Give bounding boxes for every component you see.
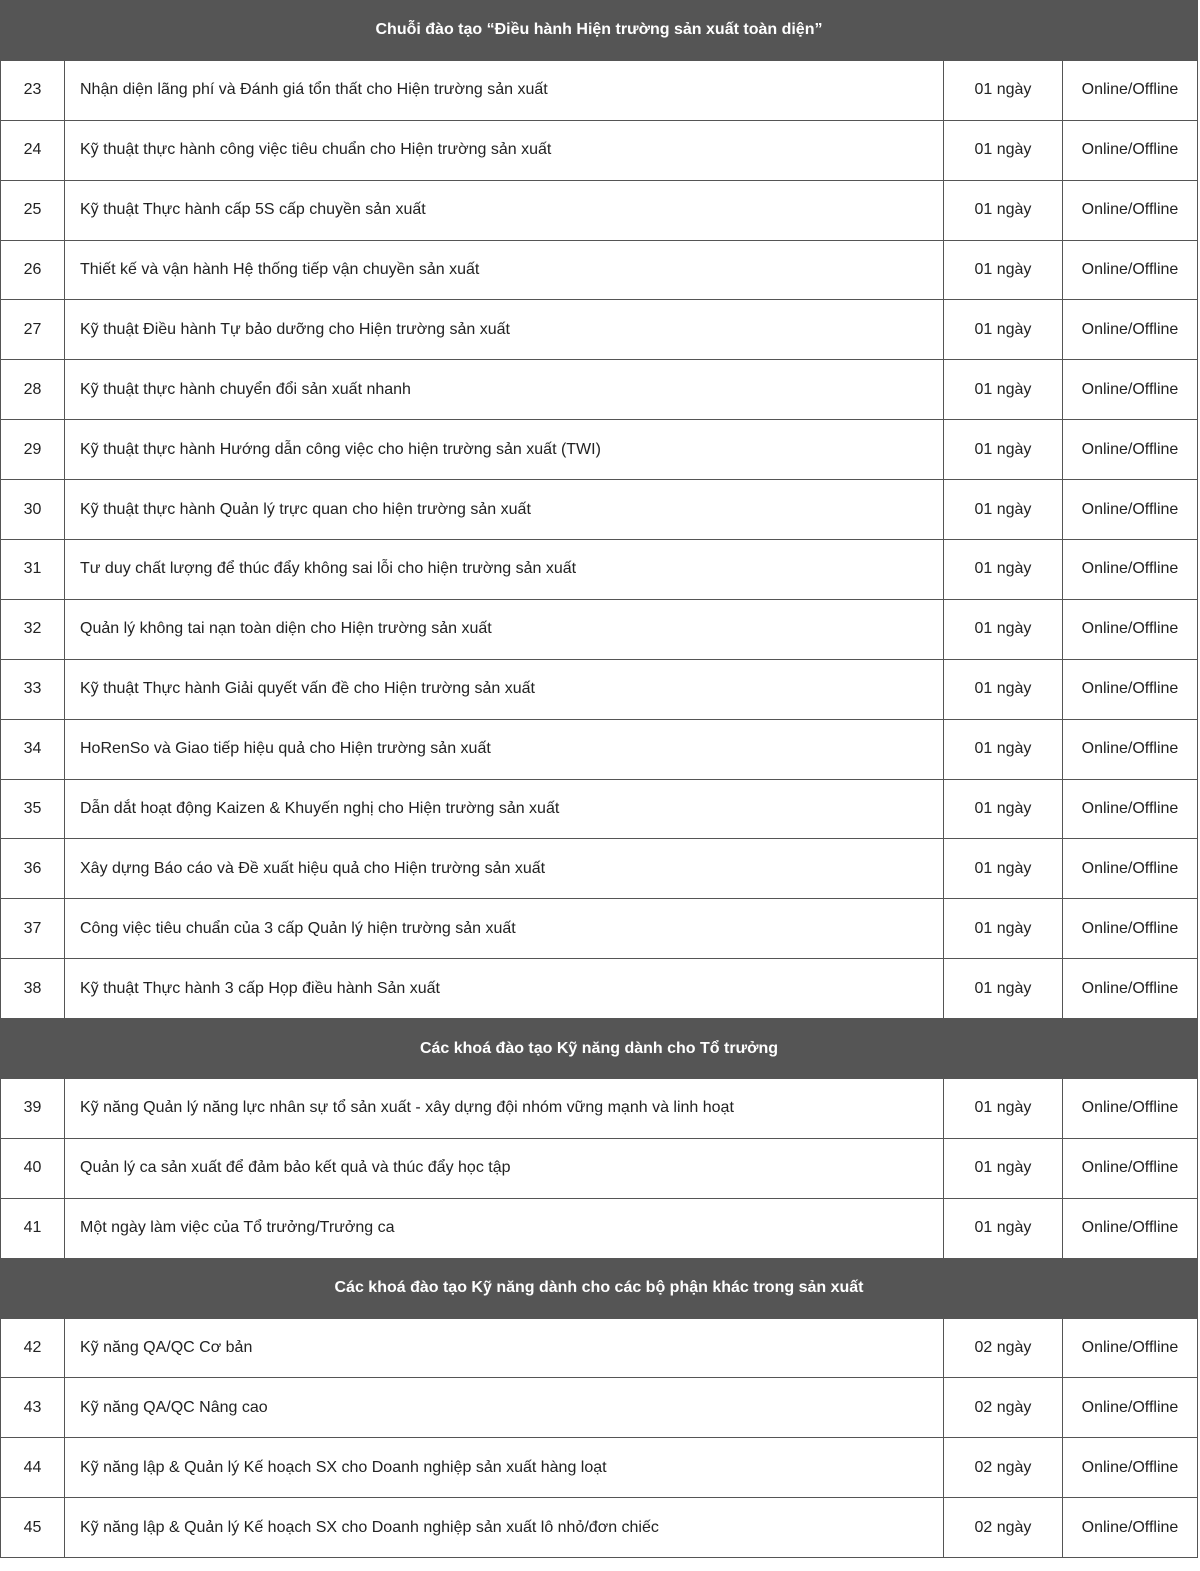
course-duration: 01 ngày (943, 779, 1062, 839)
table-row (1, 1438, 1198, 1498)
course-mode: Online/Offline (1062, 60, 1197, 120)
table-row (1, 1079, 1198, 1139)
course-duration: 01 ngày (943, 959, 1062, 1019)
course-number: 37 (1, 899, 65, 959)
course-duration: 01 ngày (943, 480, 1062, 540)
table-row (1, 1378, 1198, 1438)
course-duration: 01 ngày (943, 300, 1062, 360)
table-row (1, 1318, 1198, 1378)
course-mode: Online/Offline (1062, 599, 1197, 659)
course-mode: Online/Offline (1062, 420, 1197, 480)
course-mode: Online/Offline (1062, 839, 1197, 899)
course-number: 40 (1, 1138, 65, 1198)
table-row (1, 180, 1198, 240)
course-duration: 01 ngày (943, 540, 1062, 600)
course-name: Một ngày làm việc của Tổ trưởng/Trưởng ca (65, 1198, 944, 1258)
course-duration: 01 ngày (943, 659, 1062, 719)
table-row (1, 959, 1198, 1019)
table-row (1, 1138, 1198, 1198)
course-number: 36 (1, 839, 65, 899)
course-mode: Online/Offline (1062, 480, 1197, 540)
course-number: 41 (1, 1198, 65, 1258)
course-duration: 01 ngày (943, 120, 1062, 180)
course-duration: 01 ngày (943, 60, 1062, 120)
course-name: Kỹ thuật Thực hành Giải quyết vấn đề cho Hiện trường sản xuất (65, 659, 944, 719)
course-mode: Online/Offline (1062, 1498, 1197, 1558)
course-duration: 01 ngày (943, 240, 1062, 300)
table-row (1, 120, 1198, 180)
course-name: Xây dựng Báo cáo và Đề xuất hiệu quả cho Hiện trường sản xuất (65, 839, 944, 899)
course-duration: 01 ngày (943, 599, 1062, 659)
course-mode: Online/Offline (1062, 779, 1197, 839)
course-number: 29 (1, 420, 65, 480)
course-name: Kỹ thuật thực hành chuyển đổi sản xuất nhanh (65, 360, 944, 420)
course-mode: Online/Offline (1062, 300, 1197, 360)
section-header (1, 1258, 1198, 1318)
course-duration: 01 ngày (943, 899, 1062, 959)
section-title: Chuỗi đào tạo “Điều hành Hiện trường sản xuất toàn diện” (1, 1, 1198, 61)
course-name: Kỹ năng Quản lý năng lực nhân sự tổ sản xuất - xây dựng đội nhóm vững mạnh và linh hoạt (65, 1079, 944, 1139)
course-number: 45 (1, 1498, 65, 1558)
course-name: Kỹ năng QA/QC Cơ bản (65, 1318, 944, 1378)
table-row (1, 300, 1198, 360)
course-name: Kỹ thuật Điều hành Tự bảo dưỡng cho Hiện trường sản xuất (65, 300, 944, 360)
course-mode: Online/Offline (1062, 540, 1197, 600)
course-mode: Online/Offline (1062, 120, 1197, 180)
course-mode: Online/Offline (1062, 1198, 1197, 1258)
course-number: 24 (1, 120, 65, 180)
section-header (1, 1, 1198, 61)
table-row (1, 1198, 1198, 1258)
course-name: Kỹ thuật thực hành công việc tiêu chuẩn cho Hiện trường sản xuất (65, 120, 944, 180)
course-mode: Online/Offline (1062, 240, 1197, 300)
course-mode: Online/Offline (1062, 1318, 1197, 1378)
course-name: Kỹ thuật thực hành Hướng dẫn công việc cho hiện trường sản xuất (TWI) (65, 420, 944, 480)
section-header (1, 1019, 1198, 1079)
course-duration: 01 ngày (943, 180, 1062, 240)
course-number: 28 (1, 360, 65, 420)
course-duration: 01 ngày (943, 719, 1062, 779)
course-number: 34 (1, 719, 65, 779)
course-mode: Online/Offline (1062, 1138, 1197, 1198)
course-mode: Online/Offline (1062, 959, 1197, 1019)
course-number: 38 (1, 959, 65, 1019)
table-row (1, 420, 1198, 480)
course-number: 33 (1, 659, 65, 719)
course-name: Kỹ năng lập & Quản lý Kế hoạch SX cho Doanh nghiệp sản xuất lô nhỏ/đơn chiếc (65, 1498, 944, 1558)
course-name: Kỹ thuật thực hành Quản lý trực quan cho hiện trường sản xuất (65, 480, 944, 540)
course-mode: Online/Offline (1062, 899, 1197, 959)
course-mode: Online/Offline (1062, 719, 1197, 779)
table-row (1, 719, 1198, 779)
course-table-body (1, 1, 1198, 1558)
course-number: 42 (1, 1318, 65, 1378)
section-title: Các khoá đào tạo Kỹ năng dành cho Tổ trưởng (1, 1019, 1198, 1079)
course-duration: 01 ngày (943, 420, 1062, 480)
course-duration: 01 ngày (943, 1198, 1062, 1258)
course-number: 43 (1, 1378, 65, 1438)
course-duration: 02 ngày (943, 1318, 1062, 1378)
course-name: Tư duy chất lượng để thúc đẩy không sai lỗi cho hiện trường sản xuất (65, 540, 944, 600)
table-row (1, 540, 1198, 600)
course-duration: 02 ngày (943, 1438, 1062, 1498)
table-row (1, 839, 1198, 899)
course-name: Quản lý ca sản xuất để đảm bảo kết quả và thúc đẩy học tập (65, 1138, 944, 1198)
course-duration: 01 ngày (943, 839, 1062, 899)
course-name: Kỹ thuật Thực hành 3 cấp Họp điều hành Sản xuất (65, 959, 944, 1019)
course-name: Kỹ năng QA/QC Nâng cao (65, 1378, 944, 1438)
course-number: 27 (1, 300, 65, 360)
table-row (1, 60, 1198, 120)
course-duration: 01 ngày (943, 1079, 1062, 1139)
course-number: 44 (1, 1438, 65, 1498)
table-row (1, 360, 1198, 420)
course-mode: Online/Offline (1062, 659, 1197, 719)
course-mode: Online/Offline (1062, 360, 1197, 420)
course-duration: 02 ngày (943, 1498, 1062, 1558)
section-title: Các khoá đào tạo Kỹ năng dành cho các bộ phận khác trong sản xuất (1, 1258, 1198, 1318)
course-number: 30 (1, 480, 65, 540)
table-row (1, 480, 1198, 540)
table-row (1, 779, 1198, 839)
course-name: Dẫn dắt hoạt động Kaizen & Khuyến nghị cho Hiện trường sản xuất (65, 779, 944, 839)
course-mode: Online/Offline (1062, 1438, 1197, 1498)
course-number: 31 (1, 540, 65, 600)
course-name: HoRenSo và Giao tiếp hiệu quả cho Hiện trường sản xuất (65, 719, 944, 779)
course-duration: 01 ngày (943, 360, 1062, 420)
course-number: 39 (1, 1079, 65, 1139)
course-name: Nhận diện lãng phí và Đánh giá tổn thất cho Hiện trường sản xuất (65, 60, 944, 120)
table-row (1, 1498, 1198, 1558)
course-number: 35 (1, 779, 65, 839)
course-name: Quản lý không tai nạn toàn diện cho Hiện trường sản xuất (65, 599, 944, 659)
course-number: 26 (1, 240, 65, 300)
table-row (1, 899, 1198, 959)
course-mode: Online/Offline (1062, 1378, 1197, 1438)
course-mode: Online/Offline (1062, 180, 1197, 240)
course-mode: Online/Offline (1062, 1079, 1197, 1139)
course-number: 23 (1, 60, 65, 120)
course-name: Kỹ năng lập & Quản lý Kế hoạch SX cho Doanh nghiệp sản xuất hàng loạt (65, 1438, 944, 1498)
course-number: 25 (1, 180, 65, 240)
course-duration: 02 ngày (943, 1378, 1062, 1438)
course-number: 32 (1, 599, 65, 659)
table-row (1, 599, 1198, 659)
table-row (1, 659, 1198, 719)
table-row (1, 240, 1198, 300)
course-name: Kỹ thuật Thực hành cấp 5S cấp chuyền sản xuất (65, 180, 944, 240)
course-name: Công việc tiêu chuẩn của 3 cấp Quản lý hiện trường sản xuất (65, 899, 944, 959)
course-duration: 01 ngày (943, 1138, 1062, 1198)
course-name: Thiết kế và vận hành Hệ thống tiếp vận chuyền sản xuất (65, 240, 944, 300)
